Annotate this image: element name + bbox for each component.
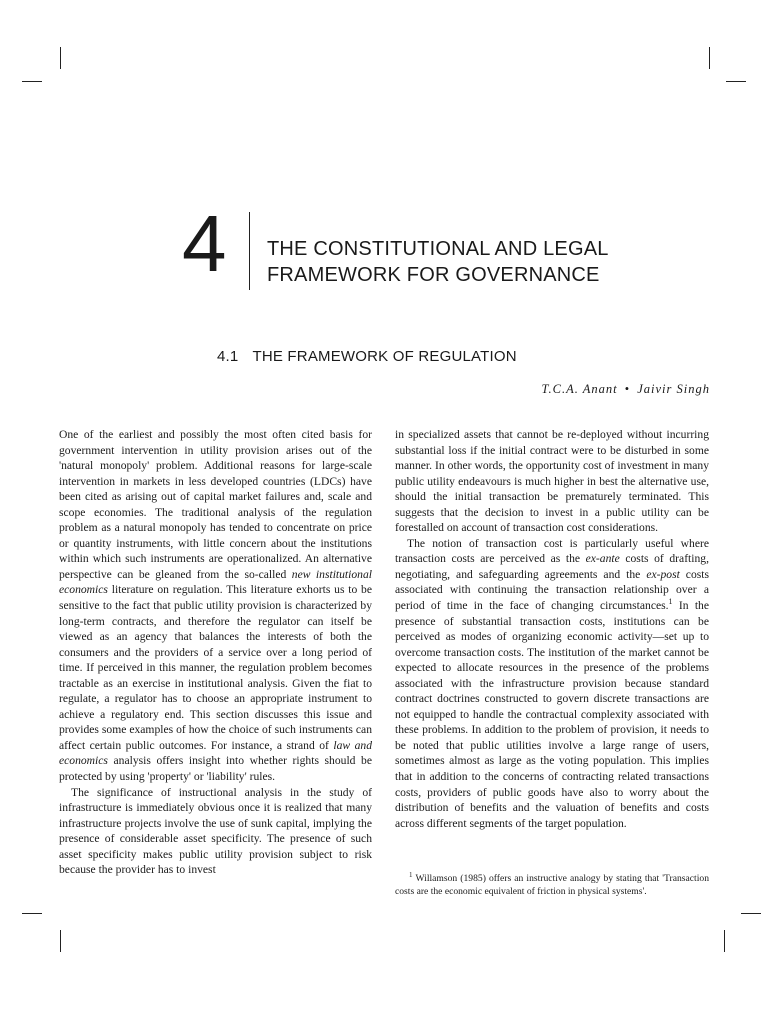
body-column-left xyxy=(59,427,372,878)
author-1: T.C.A. Anant xyxy=(541,382,618,396)
crop-mark-top-left-horizontal xyxy=(22,81,42,82)
body-column-right xyxy=(395,427,709,831)
section-number: 4.1 xyxy=(217,348,239,365)
section-title: THE FRAMEWORK OF REGULATION xyxy=(252,348,517,365)
crop-mark-top-left-vertical xyxy=(60,47,61,69)
emphasis: new institutional economics xyxy=(59,567,372,597)
author-line xyxy=(541,382,710,397)
crop-mark-bottom-left-vertical xyxy=(60,930,61,952)
crop-mark-bottom-right-horizontal xyxy=(741,913,761,914)
emphasis: ex-post xyxy=(646,567,680,581)
crop-mark-bottom-left-horizontal xyxy=(22,913,42,914)
footnote-reference[interactable]: 1 xyxy=(668,597,673,607)
footnote-marker: 1 xyxy=(409,870,413,879)
paragraph: The notion of transaction cost is particularly useful where transaction costs are perceived as the ex-ante costs of drafting, negotiating, and safeguarding agreements and the ex-post costs associated with continuing the transaction relationship over a period of time in the face of changing circumstances.$^1$ In the presence of substantial transaction costs, institutions can be perceived as modes of organizing economic activity—set up to overcome transaction costs. The institution of the market cannot be expected to allocate resources in the presence of the problems associated with the infrastructure provision because standard contract doctrines constructed to govern discrete transactions are not equipped to handle the contractual complexity associated with these problems. In addition to the problem of provision, it needs to be noted that public utilities involve a large range of users, sometimes almost as large as the voting population. This implies that in addition to the concerns of contracting related transactions costs, providers of public goods have also to worry about the distribution of benefits and the valuation of benefits and costs across different segments of the target population. xyxy=(395,536,709,830)
crop-mark-bottom-right-vertical xyxy=(724,930,725,952)
emphasis: ex-ante xyxy=(585,552,620,566)
chapter-title xyxy=(267,236,707,288)
footnote xyxy=(395,870,709,898)
paragraph: The significance of instructional analysis in the study of infrastructure is immediately obvious once it is realized that many infrastructure projects involve the use of sunk capital, implying the presence of considerable asset specificity. The presence of such asset specificity makes public utility provision subject to risk because the provider has to invest xyxy=(59,785,372,877)
chapter-title-line-1: THE CONSTITUTIONAL AND LEGAL xyxy=(267,238,609,260)
chapter-title-line-2: FRAMEWORK FOR GOVERNANCE xyxy=(267,264,600,286)
chapter-divider xyxy=(249,212,250,290)
section-heading xyxy=(217,348,517,365)
crop-mark-top-right-horizontal xyxy=(726,81,746,82)
crop-mark-top-right-vertical xyxy=(709,47,710,69)
author-2: Jaivir Singh xyxy=(637,382,710,396)
paragraph: in specialized assets that cannot be re-deployed without incurring substantial loss if the initial contract were to be disturbed in some manner. In other words, the opportunity cost of investment in many public utility endeavours is much higher in best the alternative use, should the initial transaction be prematurely terminated. This suggests that the decision to invest in a public utility can be forestalled on account of transaction cost considerations. xyxy=(395,428,709,535)
emphasis: law and economics xyxy=(59,738,373,768)
footnote-text: Willamson (1985) offers an instructive analogy by stating that 'Transaction costs are the economic equivalent of friction in physical systems'. xyxy=(395,873,709,897)
chapter-number: 4 xyxy=(182,199,227,288)
author-separator: • xyxy=(624,382,631,396)
paragraph: One of the earliest and possibly the most often cited basis for government intervention in utility provision arises out of the 'natural monopoly' problem. Additional reasons for large-scale intervention in markets in less developed countries (LDCs) have been cited as arising out of capital market failures and, scale and scope economies. The traditional analysis of the regulation problem as a natural monopoly has tended to concentrate on price or quantity instruments, with little concern about the institutions within which such instruments are operationalized. An alternative perspective can be gleaned from the so-called new institutional economics literature on regulation. This literature exhorts us to be sensitive to the fact that public utility provision is characterized by long-term contracts, and therefore the regulator can itself be viewed as an agency that balances the interests of both the consumers and the providers of a service over a long period of time. If perceived in this manner, the regulation problem becomes tractable as an exercise in institutional analysis. Given the fiat to regulate, a regulator has to choose an appropriate instrument to achieve a regulatory end. This section discusses this issue and provides some examples of how the choice of such instruments can affect certain public outcomes. For instance, a strand of law and economics analysis offers insight into whether rights should be protected by using 'property' or 'liability' rules. xyxy=(59,428,373,784)
